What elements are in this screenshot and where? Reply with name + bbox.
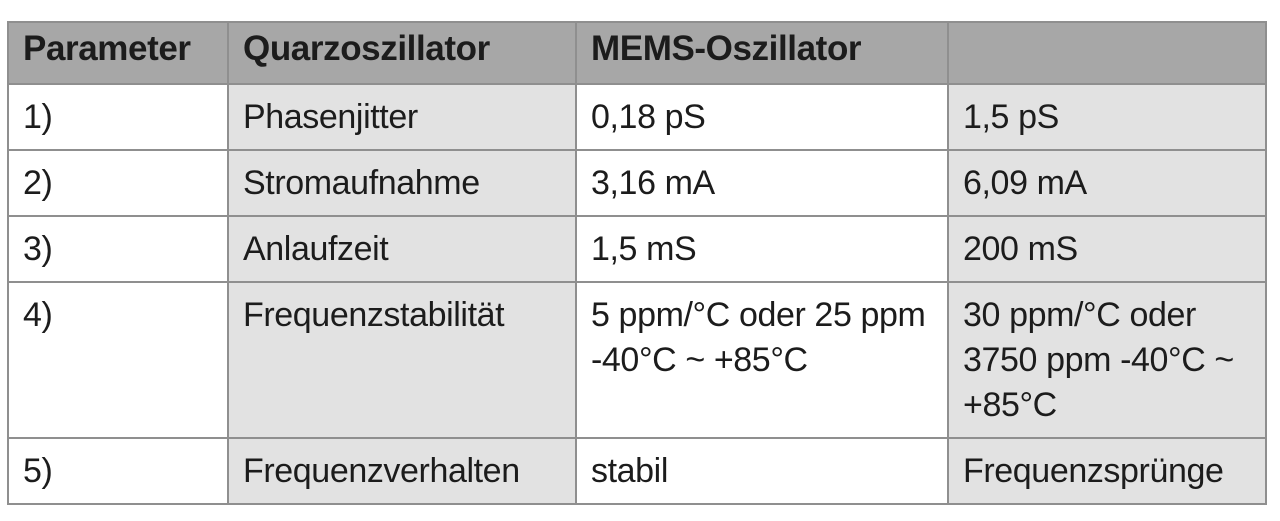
row-number: 3) bbox=[8, 216, 228, 282]
comparison-table-wrapper bbox=[7, 21, 1265, 505]
table-row bbox=[8, 438, 1266, 504]
table-row bbox=[8, 216, 1266, 282]
table-row bbox=[8, 282, 1266, 438]
table-row bbox=[8, 150, 1266, 216]
header-quartz-oscillator: Quarzoszillator bbox=[228, 22, 576, 84]
mems-value: 30 ppm/°C oder 3750 ppm -40°C ~ +85°C bbox=[948, 282, 1266, 438]
row-number: 2) bbox=[8, 150, 228, 216]
parameter-name: Phasenjitter bbox=[228, 84, 576, 150]
mems-value: 1,5 pS bbox=[948, 84, 1266, 150]
header-empty bbox=[948, 22, 1266, 84]
mems-value: 6,09 mA bbox=[948, 150, 1266, 216]
parameter-name: Frequenzstabilität bbox=[228, 282, 576, 438]
mems-value: Frequenzsprünge bbox=[948, 438, 1266, 504]
row-number: 1) bbox=[8, 84, 228, 150]
row-number: 4) bbox=[8, 282, 228, 438]
mems-value: 200 mS bbox=[948, 216, 1266, 282]
row-number: 5) bbox=[8, 438, 228, 504]
quartz-value: 5 ppm/°C oder 25 ppm -40°C ~ +85°C bbox=[576, 282, 948, 438]
header-mems-oscillator: MEMS-Oszillator bbox=[576, 22, 948, 84]
table-row bbox=[8, 84, 1266, 150]
parameter-name: Frequenzverhalten bbox=[228, 438, 576, 504]
quartz-value: 0,18 pS bbox=[576, 84, 948, 150]
header-parameter: Parameter bbox=[8, 22, 228, 84]
table-header-row bbox=[8, 22, 1266, 84]
parameter-name: Anlaufzeit bbox=[228, 216, 576, 282]
oscillator-comparison-table bbox=[7, 21, 1267, 505]
quartz-value: 1,5 mS bbox=[576, 216, 948, 282]
quartz-value: 3,16 mA bbox=[576, 150, 948, 216]
quartz-value: stabil bbox=[576, 438, 948, 504]
parameter-name: Stromaufnahme bbox=[228, 150, 576, 216]
